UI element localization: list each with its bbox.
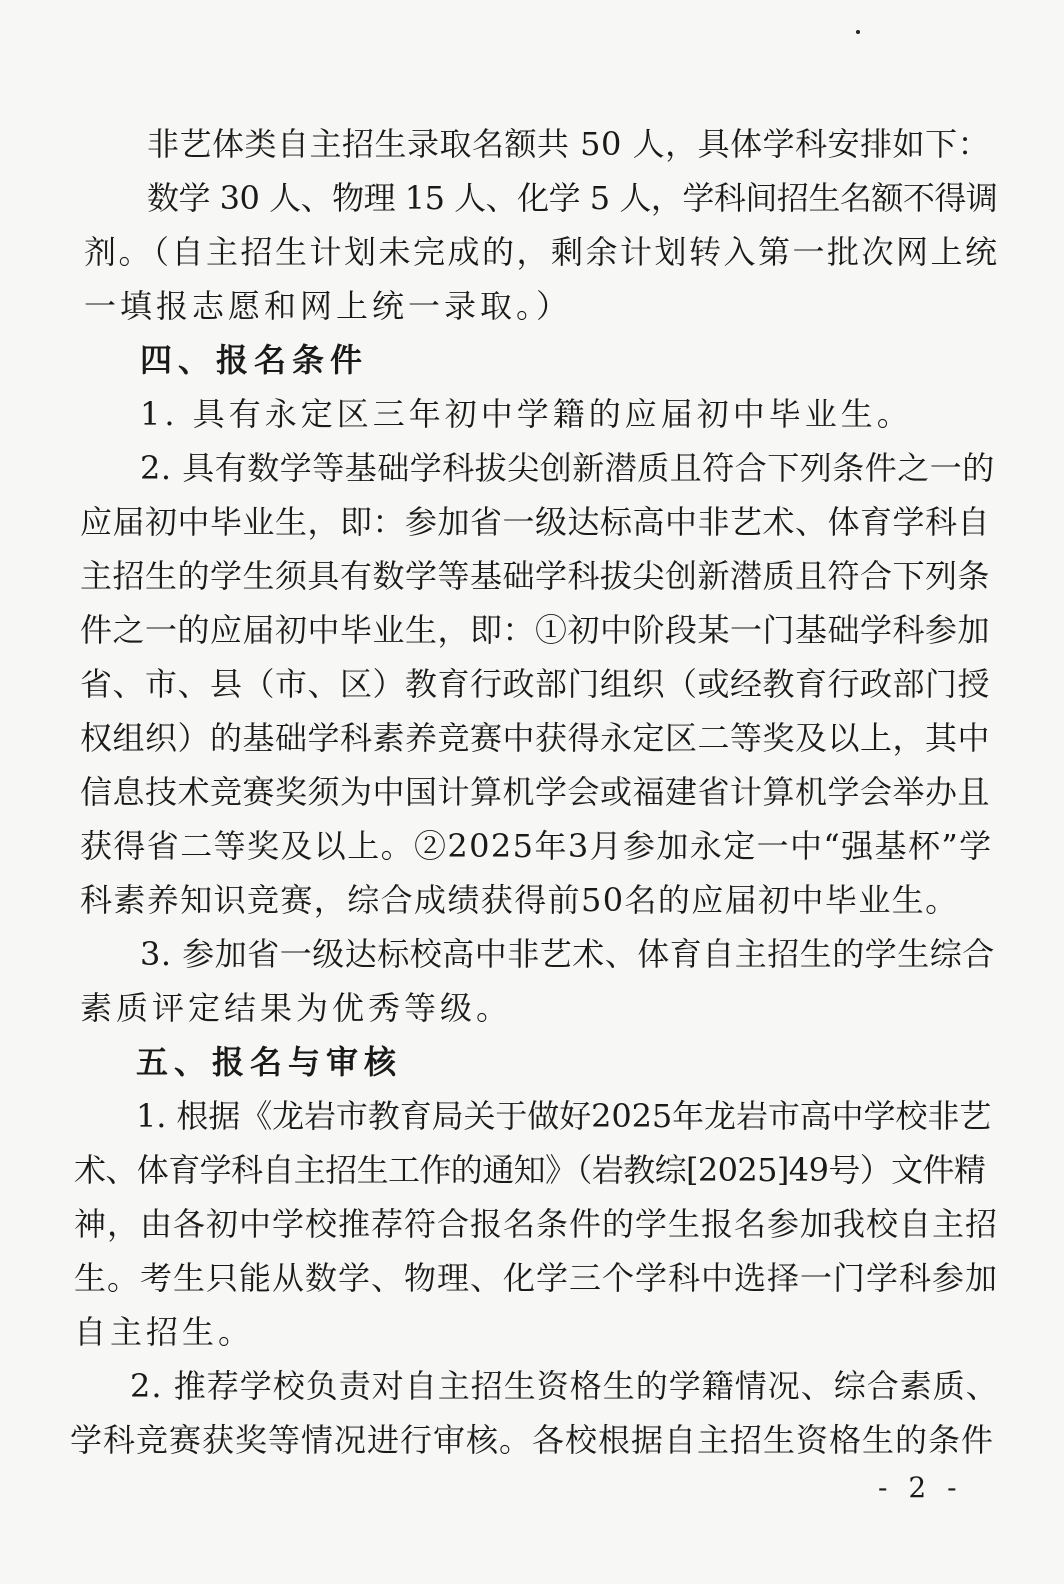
text-line: 权组织）的基础学科素养竞赛中获得永定区二等奖及以上，其中 xyxy=(80,719,991,757)
text-line: 3. 参加省一级达标校高中非艺术、体育自主招生的学生综合 xyxy=(140,935,995,973)
text-line: 一填报志愿和网上统一录取。） xyxy=(84,287,573,325)
text-line: 获得省二等奖及以上。②2025年3月参加永定一中“强基杯”学 xyxy=(80,827,993,865)
text-line: 学科竞赛获奖等情况进行审核。各校根据自主招生资格生的条件 xyxy=(70,1421,995,1459)
text-line: 生。考生只能从数学、物理、化学三个学科中选择一门学科参加 xyxy=(74,1259,999,1297)
section-heading: 四、报名条件 xyxy=(140,341,369,379)
text-line: 2. 具有数学等基础学科拔尖创新潜质且符合下列条件之一的 xyxy=(140,449,995,487)
text-line: 主招生的学生须具有数学等基础学科拔尖创新潜质且符合下列条 xyxy=(80,557,991,595)
text-line: 1. 根据《龙岩市教育局关于做好2025年龙岩市高中学校非艺 xyxy=(136,1097,992,1135)
text-line: 术、体育学科自主招生工作的通知》（岩教综[2025]49号）文件精 xyxy=(74,1151,986,1189)
text-line: 省、市、县（市、区）教育行政部门组织（或经教育行政部门授 xyxy=(80,665,991,703)
text-line: 应届初中毕业生，即：参加省一级达标高中非艺术、体育学科自 xyxy=(80,503,991,541)
text-line: 1. 具有永定区三年初中学籍的应届初中毕业生。 xyxy=(140,395,913,433)
page-number: - 2 - xyxy=(878,1471,963,1504)
text-line: 数学 30 人、物理 15 人、化学 5 人，学科间招生名额不得调 xyxy=(147,179,998,217)
text-line: 2. 推荐学校负责对自主招生资格生的学籍情况、综合素质、 xyxy=(130,1367,999,1405)
text-line: 素质评定结果为优秀等级。 xyxy=(80,989,513,1027)
text-line: 剂。（自主招生计划未完成的，剩余计划转入第一批次网上统 xyxy=(84,233,1000,271)
text-line: 科素养知识竞赛，综合成绩获得前50名的应届初中毕业生。 xyxy=(80,881,959,919)
text-line: 自主招生。 xyxy=(74,1313,255,1351)
section-heading: 五、报名与审核 xyxy=(136,1043,403,1081)
text-line: 信息技术竞赛奖须为中国计算机学会或福建省计算机学会举办且 xyxy=(80,773,991,811)
scan-speck xyxy=(856,30,860,34)
text-line: 神，由各初中学校推荐符合报名条件的学生报名参加我校自主招 xyxy=(74,1205,999,1243)
text-line: 非艺体类自主招生录取名额共 50 人，具体学科安排如下： xyxy=(147,125,991,163)
text-line: 件之一的应届初中毕业生，即：①初中阶段某一门基础学科参加 xyxy=(80,611,991,649)
